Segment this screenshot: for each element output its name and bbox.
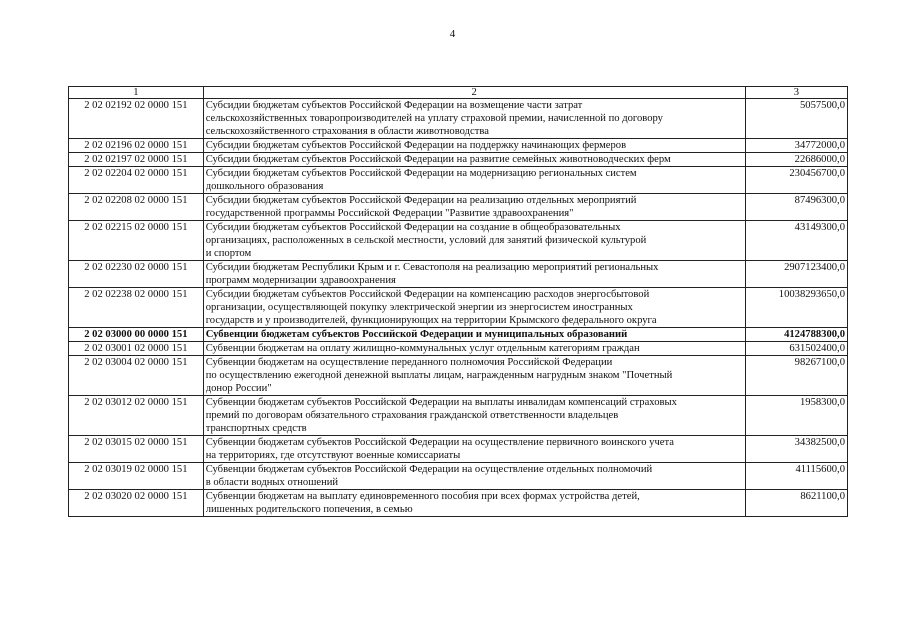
amount-cell: 8621100,0 [745,490,847,517]
description-line: Субвенции бюджетам субъектов Российской Федерации на осуществление первичного воинского учета [205,437,674,448]
table-row [69,139,848,153]
description-line: программ модернизации здравоохранения [205,275,396,286]
description-cell [203,490,745,517]
description-line: государств и у производителей, функционирующих на территории Крымского федерального округа [205,315,657,326]
description-line: донор России" [205,383,272,394]
amount-cell: 34382500,0 [745,436,847,463]
budget-code-cell: 2 02 03019 02 0000 151 [69,463,204,490]
description-line: Субвенции бюджетам на выплату единовременного пособия при всех формах устройства детей, [205,491,640,502]
table-row [69,463,848,490]
description-cell [203,356,745,396]
description-line: премий по договорам обязательного страхования гражданской ответственности владельцев [205,410,619,421]
description-line: Субвенции бюджетам на оплату жилищно-коммунальных услуг отдельным категориям граждан [205,343,640,354]
description-line: на территориях, где отсутствуют военные комиссариаты [205,450,461,461]
budget-table [68,86,848,517]
amount-cell: 10038293650,0 [745,288,847,328]
description-line: Субвенции бюджетам субъектов Российской Федерации на выплаты инвалидам компенсаций страховых [205,397,677,408]
amount-cell: 1958300,0 [745,396,847,436]
amount-cell: 230456700,0 [745,167,847,194]
amount-cell: 22686000,0 [745,153,847,167]
description-cell [203,194,745,221]
budget-code-cell: 2 02 03020 02 0000 151 [69,490,204,517]
budget-code-cell: 2 02 03012 02 0000 151 [69,396,204,436]
table-row [69,436,848,463]
description-line: Субвенции бюджетам субъектов Российской Федерации и муниципальных образований [205,329,628,340]
description-cell [203,463,745,490]
description-line: Субсидии бюджетам субъектов Российской Федерации на создание в общеобразовательных [205,222,621,233]
budget-code-cell: 2 02 02230 02 0000 151 [69,261,204,288]
budget-code-cell: 2 02 03000 00 0000 151 [69,328,204,342]
amount-cell: 43149300,0 [745,221,847,261]
table-row [69,261,848,288]
description-line: Субвенции бюджетам на осуществление переданного полномочия Российской Федерации [205,357,613,368]
description-cell [203,153,745,167]
description-line: Субсидии бюджетам субъектов Российской Федерации на поддержку начинающих фермеров [205,140,627,151]
description-line: организации, осуществляющей покупку электрической энергии из энергосистем иностранных [205,302,633,313]
description-cell [203,261,745,288]
table-row [69,167,848,194]
description-cell [203,288,745,328]
table-header-row [69,87,848,99]
description-cell [203,436,745,463]
budget-code-cell: 2 02 03004 02 0000 151 [69,356,204,396]
description-line: сельскохозяйственных товаропроизводителей на уплату страховой премии, начисленной по договору [205,113,663,124]
amount-cell: 34772000,0 [745,139,847,153]
amount-cell: 5057500,0 [745,99,847,139]
budget-code-cell: 2 02 02192 02 0000 151 [69,99,204,139]
description-line: в области водных отношений [205,477,339,488]
table-row [69,153,848,167]
description-line: Субсидии бюджетам субъектов Российской Федерации на возмещение части затрат [205,100,583,111]
budget-code-cell: 2 02 02196 02 0000 151 [69,139,204,153]
description-cell [203,99,745,139]
budget-code-cell: 2 02 02215 02 0000 151 [69,221,204,261]
column-header-2: 2 [203,87,745,99]
description-line: Субсидии бюджетам Республики Крым и г. Севастополя на реализацию мероприятий региональных [205,262,659,273]
budget-code-cell: 2 02 02204 02 0000 151 [69,167,204,194]
page-number: 4 [449,28,456,40]
budget-code-cell: 2 02 03015 02 0000 151 [69,436,204,463]
description-line: по осуществлению ежегодной денежной выплаты лицам, награжденным нагрудным знаком "Почетный [205,370,673,381]
description-cell [203,221,745,261]
description-line: Субсидии бюджетам субъектов Российской Федерации на компенсацию расходов энергосбытовой [205,289,650,300]
amount-cell: 4124788300,0 [745,328,847,342]
table-row [69,328,848,342]
table-row [69,342,848,356]
table-row [69,194,848,221]
description-cell [203,342,745,356]
description-line: лишенных родительского попечения, в семью [205,504,413,515]
table-row [69,221,848,261]
description-line: Субсидии бюджетам субъектов Российской Федерации на развитие семейных животноводческих ферм [205,154,671,165]
table-row [69,490,848,517]
description-line: Субсидии бюджетам субъектов Российской Федерации на реализацию отдельных мероприятий [205,195,637,206]
table-row [69,288,848,328]
description-line: государственной программы Российской Федерации "Развитие здравоохранения" [205,208,574,219]
description-line: дошкольного образования [205,181,324,192]
column-header-1: 1 [69,87,204,99]
description-line: Субвенции бюджетам субъектов Российской Федерации на осуществление отдельных полномочий [205,464,653,475]
amount-cell: 98267100,0 [745,356,847,396]
amount-cell: 41115600,0 [745,463,847,490]
budget-code-cell: 2 02 02238 02 0000 151 [69,288,204,328]
amount-cell: 2907123400,0 [745,261,847,288]
column-header-3: 3 [745,87,847,99]
description-line: Субсидии бюджетам субъектов Российской Федерации на модернизацию региональных систем [205,168,637,179]
table-row [69,99,848,139]
description-cell [203,139,745,153]
description-line: организациях, расположенных в сельской местности, условий для занятий физической культурой [205,235,647,246]
amount-cell: 631502400,0 [745,342,847,356]
budget-code-cell: 2 02 02197 02 0000 151 [69,153,204,167]
description-cell [203,167,745,194]
amount-cell: 87496300,0 [745,194,847,221]
budget-table-body [69,87,848,517]
description-line: и спортом [205,248,252,259]
budget-code-cell: 2 02 02208 02 0000 151 [69,194,204,221]
description-line: сельскохозяйственного страхования в области животноводства [205,126,489,137]
table-row [69,356,848,396]
budget-code-cell: 2 02 03001 02 0000 151 [69,342,204,356]
description-cell [203,396,745,436]
description-line: транспортных средств [205,423,307,434]
table-row [69,396,848,436]
description-cell [203,328,745,342]
